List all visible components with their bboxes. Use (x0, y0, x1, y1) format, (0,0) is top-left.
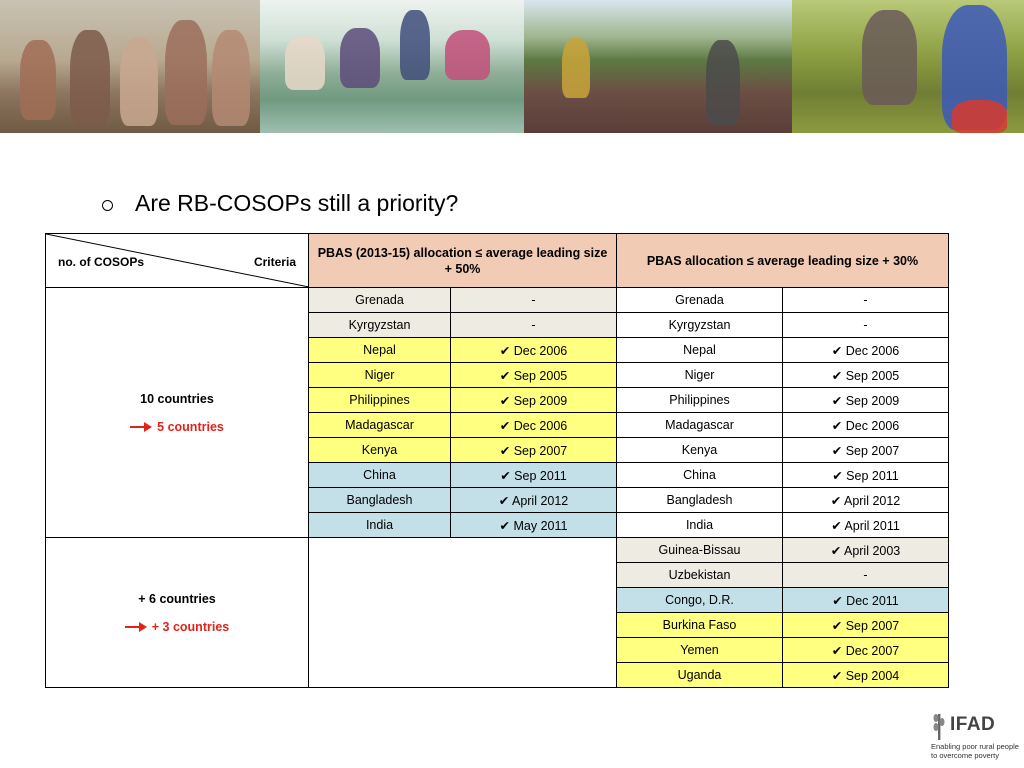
col2-date: ✔ Dec 2007 (783, 638, 949, 663)
col2-country: Congo, D.R. (617, 588, 783, 613)
col2-date: ✔ Dec 2006 (783, 338, 949, 363)
priority-table (45, 233, 949, 688)
bullet-icon (102, 200, 113, 211)
col1-country: China (309, 463, 451, 488)
col2-country: Kenya (617, 438, 783, 463)
col2-date: ✔ Sep 2007 (783, 438, 949, 463)
group-10-countries (46, 288, 309, 538)
col2-country: Philippines (617, 388, 783, 413)
title-row (102, 190, 458, 217)
photo-banner (0, 0, 1024, 133)
group-subset (46, 620, 308, 634)
col2-country: India (617, 513, 783, 538)
col1-country: Grenada (309, 288, 451, 313)
col2-date: ✔ Sep 2009 (783, 388, 949, 413)
arrow-right-icon (130, 422, 152, 432)
col1-country: India (309, 513, 451, 538)
col1-date: ✔ Dec 2006 (451, 338, 617, 363)
col2-date: ✔ Dec 2006 (783, 413, 949, 438)
table-row (46, 538, 949, 563)
table-body (46, 288, 949, 688)
col2-country: Burkina Faso (617, 613, 783, 638)
group-subset-label: 5 countries (157, 419, 224, 434)
col1-country: Philippines (309, 388, 451, 413)
group-6-countries (46, 538, 309, 688)
col2-date: ✔ Sep 2007 (783, 613, 949, 638)
col2-country: Uganda (617, 663, 783, 688)
col2-date: - (783, 288, 949, 313)
corner-label-cosops: no. of COSOPs (58, 255, 145, 269)
col1-country: Niger (309, 363, 451, 388)
col1-country: Kyrgyzstan (309, 313, 451, 338)
photo-children (0, 0, 260, 133)
ifad-logo (931, 710, 1023, 760)
table-row (46, 288, 949, 313)
col2-date: ✔ Sep 2005 (783, 363, 949, 388)
col2-country: Bangladesh (617, 488, 783, 513)
col1-date: ✔ April 2012 (451, 488, 617, 513)
col2-country: China (617, 463, 783, 488)
col1-country: Nepal (309, 338, 451, 363)
table-header-row (46, 234, 949, 288)
col1-date: ✔ Dec 2006 (451, 413, 617, 438)
col2-date: ✔ April 2003 (783, 538, 949, 563)
arrow-right-icon (125, 622, 147, 632)
col2-country: Madagascar (617, 413, 783, 438)
corner-label-criteria: Criteria (253, 255, 296, 269)
col1-date: ✔ May 2011 (451, 513, 617, 538)
col2-country: Niger (617, 363, 783, 388)
col2-country: Uzbekistan (617, 563, 783, 588)
photo-field-watering (524, 0, 792, 133)
page-title: Are RB-COSOPs still a priority? (135, 190, 459, 216)
col1-date: ✔ Sep 2007 (451, 438, 617, 463)
col2-country: Grenada (617, 288, 783, 313)
photo-hoeing-women (792, 0, 1024, 133)
col2-date: - (783, 563, 949, 588)
col1-date: ✔ Sep 2005 (451, 363, 617, 388)
empty-block (309, 538, 617, 688)
col2-country: Yemen (617, 638, 783, 663)
group-subset-label: + 3 countries (151, 619, 230, 634)
col1-country: Kenya (309, 438, 451, 463)
group-total: 10 countries (140, 391, 214, 406)
col1-date: - (451, 313, 617, 338)
logo-tagline: Enabling poor rural people to overcome poverty (931, 742, 1019, 760)
col2-country: Nepal (617, 338, 783, 363)
col-header-30pct: PBAS allocation ≤ average leading size + 30% (617, 234, 949, 288)
col2-date: ✔ Dec 2011 (783, 588, 949, 613)
col2-country: Guinea-Bissau (617, 538, 783, 563)
group-subset (46, 420, 308, 434)
wheat-icon (931, 710, 947, 740)
col2-date: ✔ Sep 2004 (783, 663, 949, 688)
col2-date: ✔ April 2011 (783, 513, 949, 538)
col-header-50pct: PBAS (2013-15) allocation ≤ average leading size + 50% (309, 234, 617, 288)
col2-country: Kyrgyzstan (617, 313, 783, 338)
col1-date: ✔ Sep 2011 (451, 463, 617, 488)
col1-country: Madagascar (309, 413, 451, 438)
col2-date: ✔ Sep 2011 (783, 463, 949, 488)
photo-rice-planting (260, 0, 524, 133)
corner-cell (46, 234, 309, 288)
col1-date: ✔ Sep 2009 (451, 388, 617, 413)
col2-date: ✔ April 2012 (783, 488, 949, 513)
col1-date: - (451, 288, 617, 313)
logo-name: IFAD (950, 714, 996, 735)
col1-country: Bangladesh (309, 488, 451, 513)
col2-date: - (783, 313, 949, 338)
group-total: + 6 countries (138, 591, 216, 606)
